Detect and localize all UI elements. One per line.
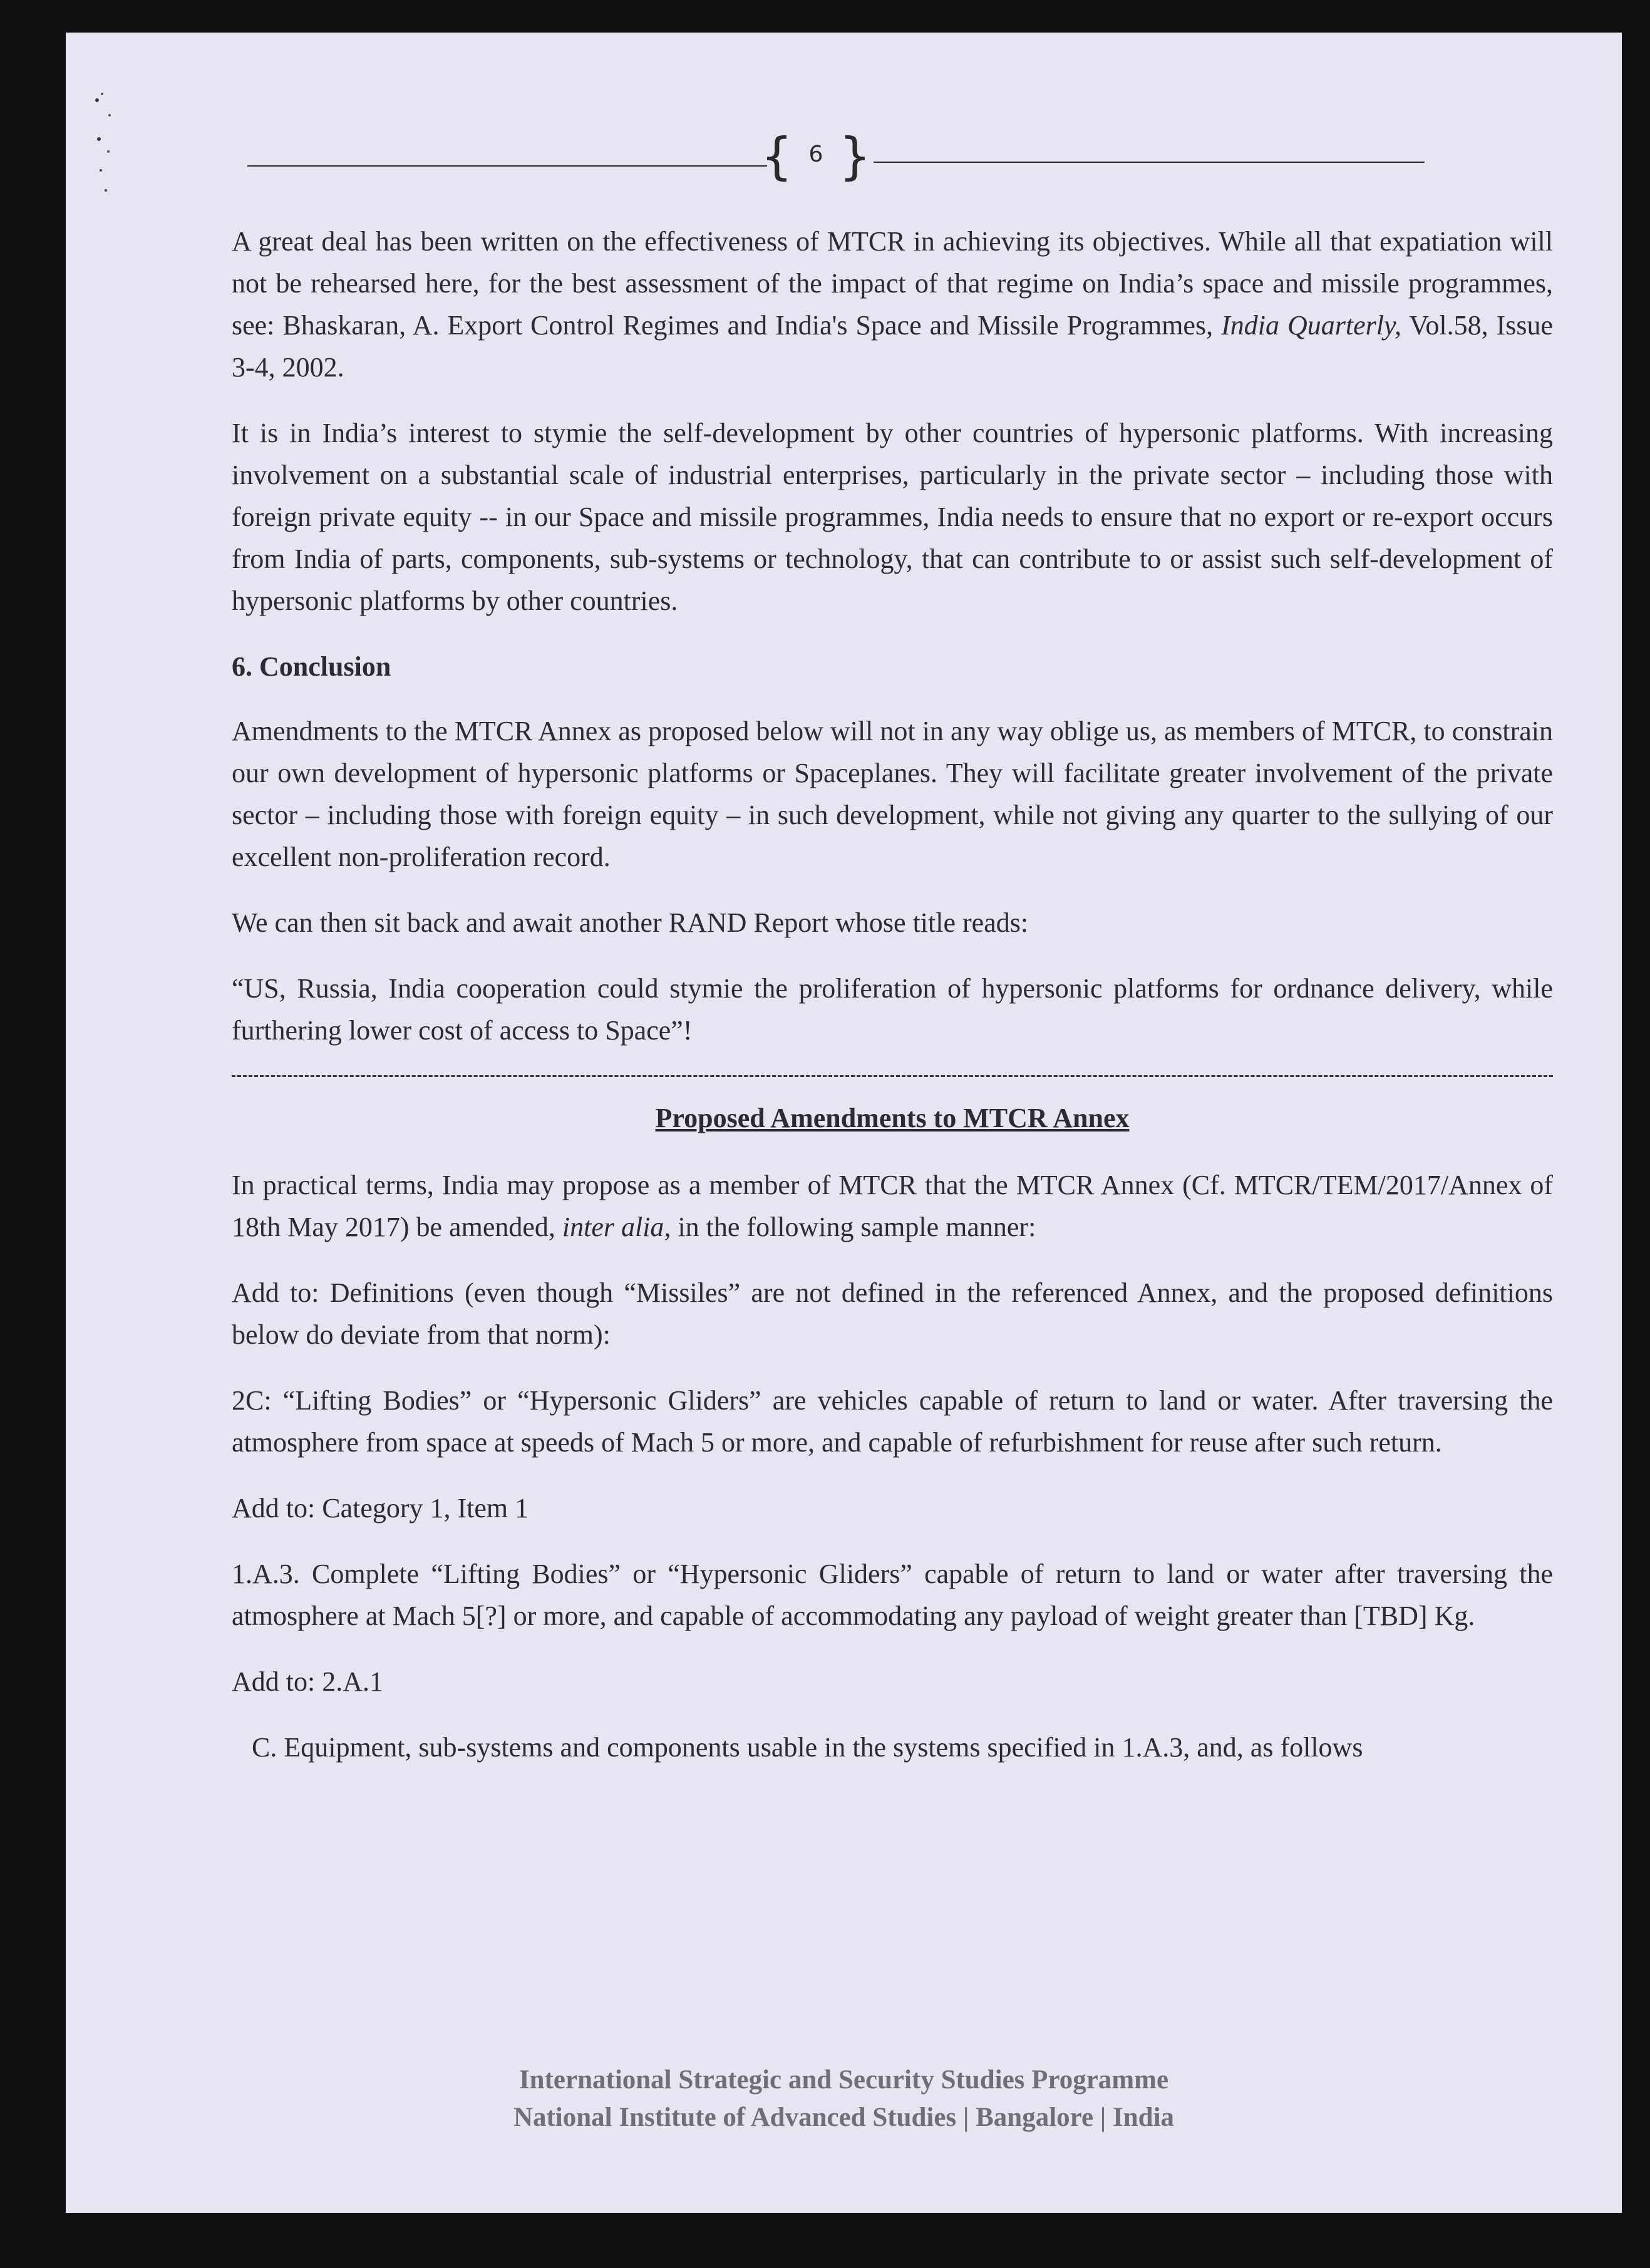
header-rule-left <box>247 165 767 167</box>
paragraph-add-definitions: Add to: Definitions (even though “Missiles” are not defined in the referenced Annex, and the proposed definitions below do deviate from that norm): <box>232 1277 1553 1350</box>
brace-right-icon: } <box>839 127 871 185</box>
speck <box>101 93 103 95</box>
paragraph-add-2a1: Add to: 2.A.1 <box>232 1666 383 1697</box>
paragraph-text: Vol.58, Issue 3-4, 2002. <box>232 310 1553 383</box>
speck <box>108 114 111 116</box>
scan-specks <box>78 58 128 208</box>
speck <box>100 169 102 172</box>
paragraph-text: In practical terms, India may propose as a member of MTCR that the MTCR Annex (Cf. MTCR/TEM/2017/Annex of 18th May 2017) be amended, <box>232 1170 1553 1242</box>
paragraph-text: A great deal has been written on the effectiveness of MTCR in achieving its objectives. While all that expatiation will not be rehearsed here, for the best assessment of the impact of that regime on India’s space and missile programmes, see: Bhaskaran, A. Export Control Regimes and India's Space and Missile Programmes, <box>232 226 1553 341</box>
paragraph-quote: “US, Russia, India cooperation could stymie the proliferation of hypersonic platforms for ordnance delivery, while furthering lower cost of access to Space”! <box>232 973 1553 1046</box>
amendments-heading: Proposed Amendments to MTCR Annex <box>655 1103 1130 1133</box>
dashed-divider <box>232 1075 1553 1078</box>
speck <box>95 98 99 102</box>
paragraph-amendments-intro: Amendments to the MTCR Annex as proposed below will not in any way oblige us, as members of MTCR, to constrain our own development of hypersonic platforms or Spaceplanes. They will facilitate greater involvement of the private sector – including those with foreign equity – in such development, while not giving any quarter to the sullying of our excellent non-proliferation record. <box>232 716 1553 872</box>
paragraph-add-category: Add to: Category 1, Item 1 <box>232 1493 529 1523</box>
paragraph-mtcr-effectiveness <box>232 220 1553 388</box>
paragraph-text: , in the following sample manner: <box>664 1212 1036 1242</box>
header-rule-right <box>874 162 1425 163</box>
footer-institute: National Institute of Advanced Studies | Bangalore | India <box>513 2103 1175 2132</box>
speck <box>97 137 101 141</box>
conclusion-heading: 6. Conclusion <box>232 651 391 682</box>
document-page <box>66 33 1622 2213</box>
paragraph-practical-terms <box>232 1164 1553 1248</box>
speck <box>107 150 110 153</box>
brace-left-icon: { <box>761 127 793 185</box>
latin-phrase: inter alia <box>562 1212 664 1242</box>
paragraph-definition-2c: 2C: “Lifting Bodies” or “Hypersonic Gliders” are vehicles capable of return to land or water. After traversing the atmosphere from space at speeds of Mach 5 or more, and capable of refurbishment for reuse after such return. <box>232 1385 1553 1458</box>
paragraph-item-c: C. Equipment, sub-systems and components usable in the systems specified in 1.A.3, and, as follows <box>252 1732 1363 1763</box>
paragraph-rand-report: We can then sit back and await another RAND Report whose title reads: <box>232 907 1029 938</box>
page-footer <box>66 2061 1622 2137</box>
speck <box>105 189 107 192</box>
footer-programme: International Strategic and Security Studies Programme <box>518 2065 1169 2095</box>
page-header <box>247 114 1425 183</box>
paragraph-item-1a3: 1.A.3. Complete “Lifting Bodies” or “Hypersonic Gliders” capable of return to land or water after traversing the atmosphere at Mach 5[?] or more, and capable of accommodating any payload of weight greater than [TBD] Kg. <box>232 1559 1553 1631</box>
journal-title: India Quarterly, <box>1221 310 1402 341</box>
page-number: 6 <box>808 142 823 167</box>
paragraph-india-interest: It is in India’s interest to stymie the self-development by other countries of hypersonic platforms. With increasing involvement on a substantial scale of industrial enterprises, particularly in the private sector – including those with foreign private equity -- in our Space and missile programmes, India needs to ensure that no export or re-export occurs from India of parts, components, sub-systems or technology, that can contribute to or assist such self-development of hypersonic platforms by other countries. <box>232 418 1553 616</box>
document-body <box>232 220 1553 1792</box>
